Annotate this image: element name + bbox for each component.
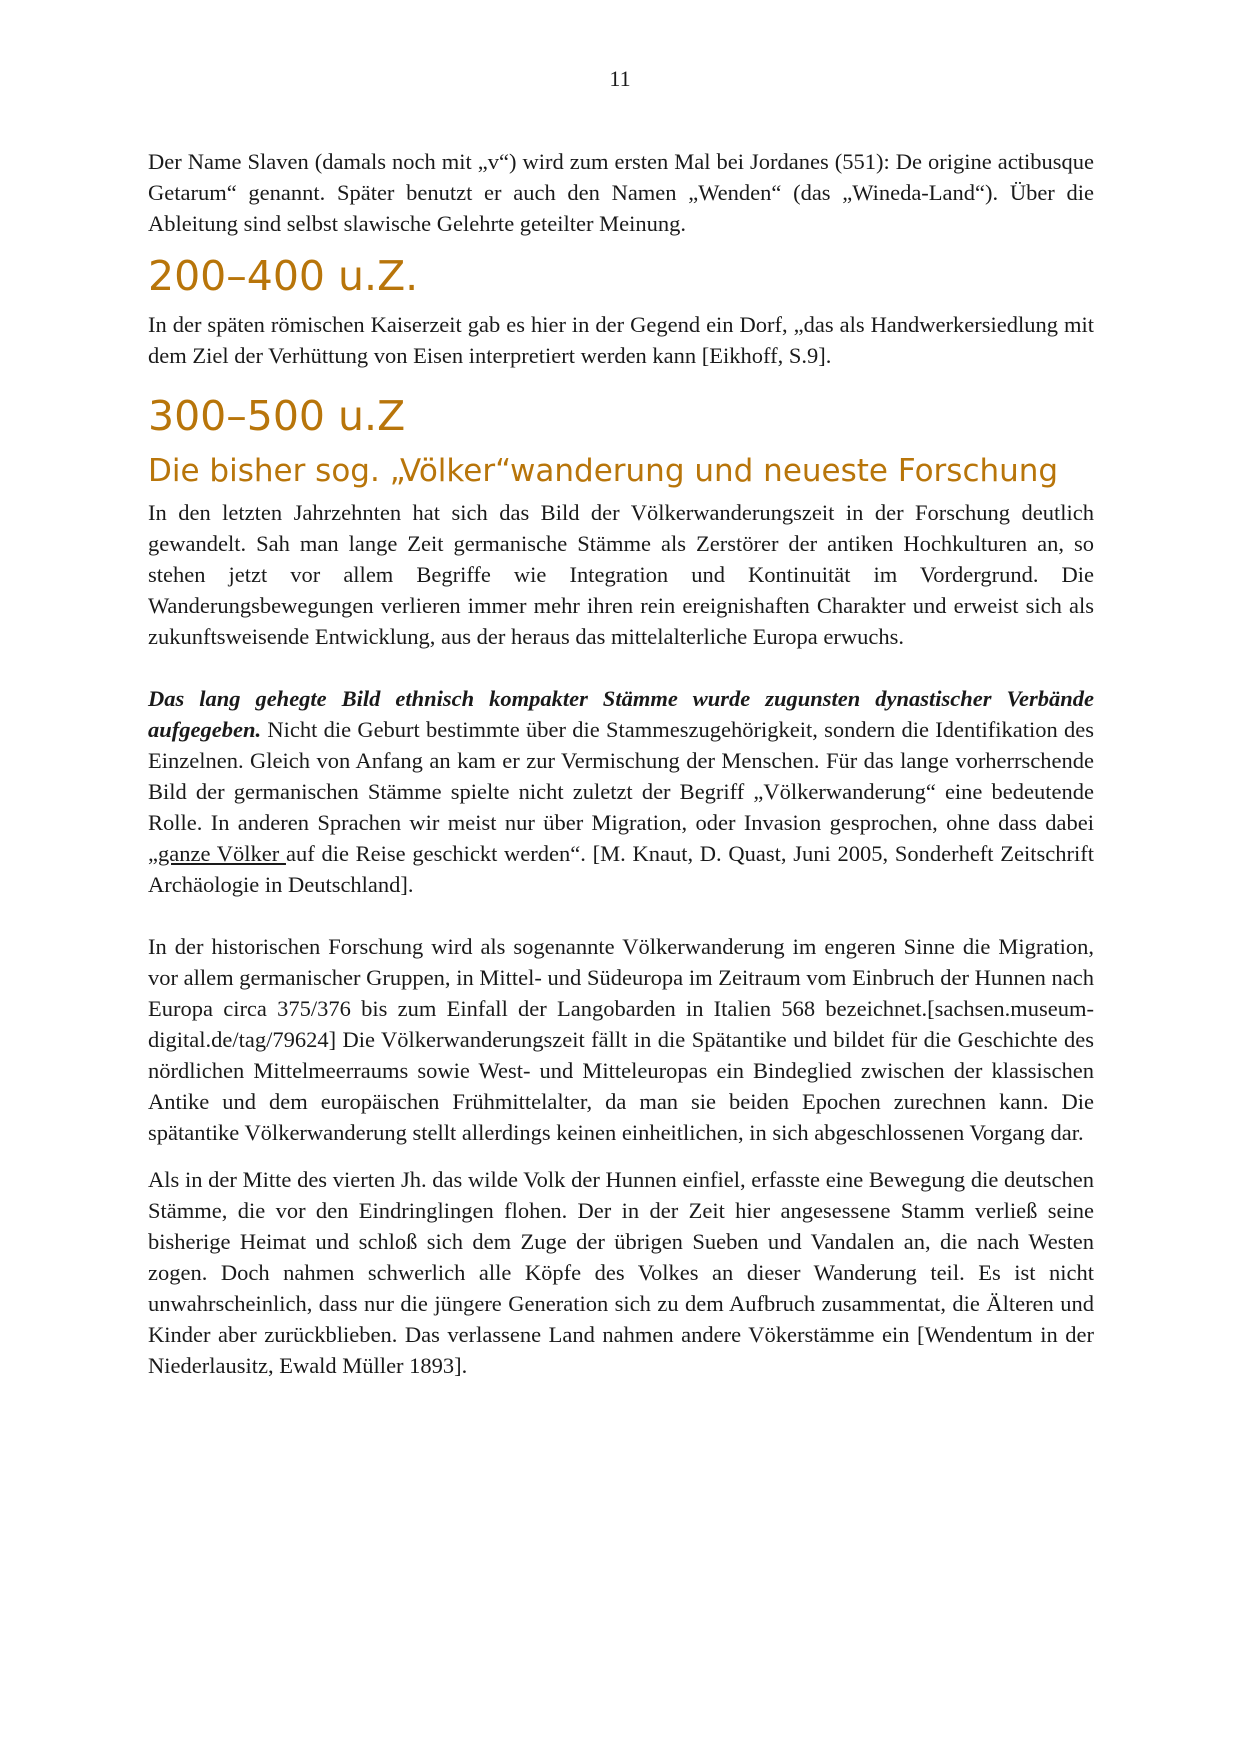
underlined-phrase: ganze Völker [158,841,286,866]
section-subheading: Die bisher sog. „Völker“wanderung und neueste Forschung [148,453,1059,489]
section2-paragraph-1: In den letzten Jahrzehnten hat sich das Bild der Völkerwanderungszeit in der Forschung deutlich gewandelt. Sah man lange Zeit germanische Stämme als Zerstörer der antiken Hochkulturen an, so stehen jetzt vor allem Begriffe wie Integration und Kontinuität im Vordergrund. Die Wanderungsbewegungen verlieren immer mehr ihren rein ereignishaften Charakter und erweist sich als zukunftsweisende Entwicklung, aus der heraus das mittelalterliche Europa erwuchs. [148,500,1094,649]
bold-italic-lead: Das lang gehegte Bild ethnisch kompakter Stämme wurde zugunsten dynastischer Verbände aufgegeben. [148,686,1094,742]
paragraph-text-continued: auf die Reise geschickt werden“. [M. Knaut, D. Quast, Juni 2005, Sonderheft Zeitschrift Archäologie in Deutschland]. [148,841,1094,897]
section-heading-300-500: 300–500 u.Z [148,392,406,440]
section2-paragraph-2 [148,683,1094,900]
section2-paragraph-4: Als in der Mitte des vierten Jh. das wilde Volk der Hunnen einfiel, erfasste eine Bewegung die deutschen Stämme, die vor den Eindringlingen flohen. Der in der Zeit hier angesessene Stamm verließ seine bisherige Heimat und schloß sich dem Zuge der übrigen Sueben und Vandalen an, die nach Westen zogen. Doch nahmen schwerlich alle Köpfe des Volkes an dieser Wanderung teil. Es ist nicht unwahrscheinlich, dass nur die jüngere Generation sich zu dem Aufbruch zusammentat, die Älteren und Kinder aber zurückblieben. Das verlassene Land nahmen andere Vökerstämme ein [Wendentum in der Niederlausitz, Ewald Müller 1893]. [148,1167,1094,1378]
document-body [148,146,1094,1381]
section2-paragraph-3: In der historischen Forschung wird als sogenannte Völkerwanderung im engeren Sinne die Migration, vor allem germanischer Gruppen, in Mittel- und Südeuropa im Zeitraum vom Einbruch der Hunnen nach Europa circa 375/376 bis zum Einfall der Langobarden in Italien 568 bezeichnet.[sachsen.museum-digital.de/tag/79624] Die Völkerwanderungszeit fällt in die Spätantike und bildet für die Geschichte des nördlichen Mittelmeerraums sowie West- und Mitteleuropas ein Bindeglied zwischen der klassischen Antike und dem europäischen Frühmittelalter, da man sie beiden Epochen zurechnen kann. Die spätantike Völkerwanderung stellt allerdings keinen einheitlichen, in sich abgeschlossenen Vorgang dar. [148,934,1094,1145]
paragraph-text: Nicht die Geburt bestimmte über die Stammeszugehörigkeit, sondern die Identifikation des Einzelnen. Gleich von Anfang an kam er zur Vermischung der Menschen. Für das lange vorherrschende Bild der germanischen Stämme spielte nicht zuletzt der Begriff „Völkerwanderung“ eine bedeutende Rolle. In anderen Sprachen wir meist nur über Migration, oder Invasion gesprochen, ohne dass dabei „ [148,717,1094,866]
intro-paragraph: Der Name Slaven (damals noch mit „v“) wird zum ersten Mal bei Jordanes (551): De origine actibusque Getarum“ genannt. Später benutzt er auch den Namen „Wenden“ (das „Wineda-Land“). Über die Ableitung sind selbst slawische Gelehrte geteilter Meinung. [148,149,1094,236]
section1-paragraph: In der späten römischen Kaiserzeit gab es hier in der Gegend ein Dorf, „das als Handwerkersiedlung mit dem Ziel der Verhüttung von Eisen interpretiert werden kann [Eikhoff, S.9]. [148,312,1094,368]
section-heading-200-400: 200–400 u.Z. [148,252,419,300]
page-number: 11 [609,66,631,91]
